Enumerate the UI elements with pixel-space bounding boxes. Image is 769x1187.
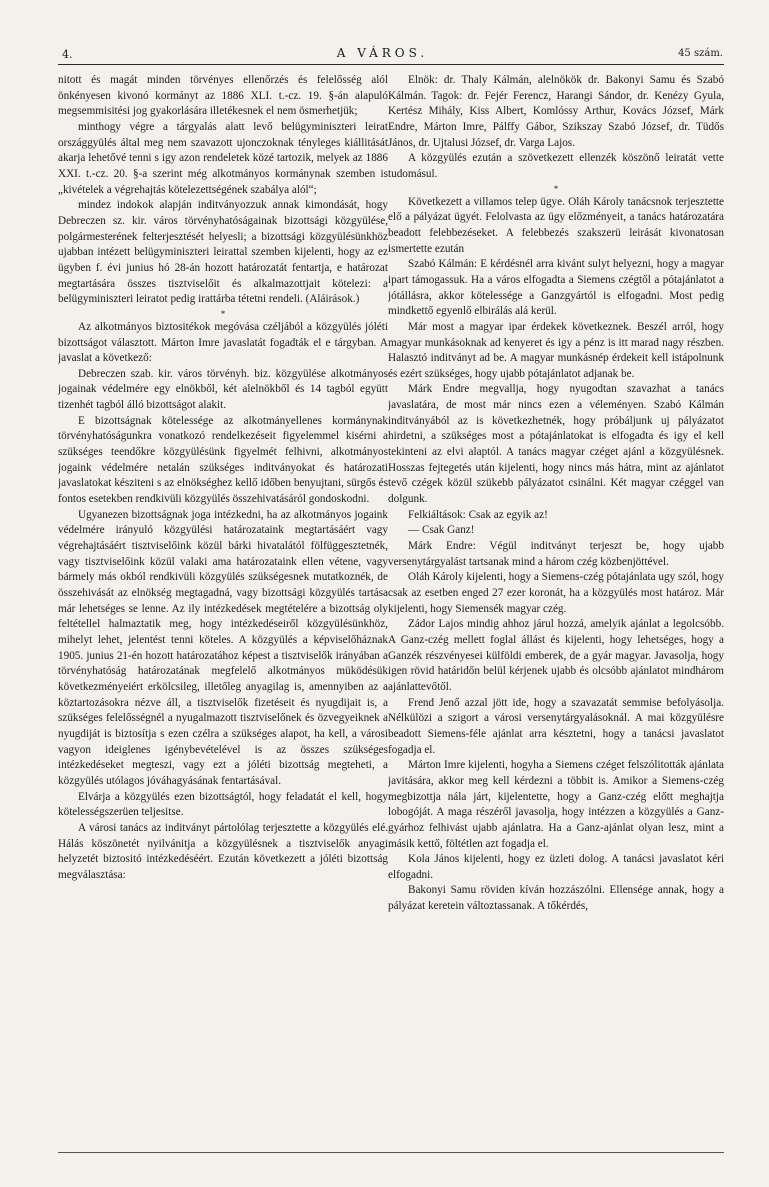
paragraph: minthogy végre a tárgyalás alatt levő belügyminiszteri leirat országgyülés által meg nem szavazott ujonczoknak tényleges kiállitását akarja lehetővé tenni s igy azon rendeletek közé tartozik, melyek az 1886 XXI. t.-cz. 20. §-a szerint még alkotmányos kormánynak szemben is „kivételek a végrehajtás kötelezettségének szabálya alól“; xyxy=(58,120,388,196)
paragraph: Debreczen szab. kir. város törvényh. biz. közgyülése alkotmányos jogainak védelmére egy elnökből, két alelnökből és 14 tagból együtt tizenhét tagból álló bizottságot alakit. xyxy=(58,367,388,412)
issue-number: 45 szám. xyxy=(678,48,723,59)
paragraph: Frend Jenő azzal jött ide, hogy a szavazatát semmise befolyásolja. Nélkülözi a szigort a városi versenytárgyalásoknál. A mai közgyülésre beadott Siemens-féle ajánlat arra késztetni, hogy a tanácsi javaslatot fogadja el. xyxy=(388,696,724,756)
paragraph: — Csak Ganz! xyxy=(408,524,475,537)
section-separator: * xyxy=(220,308,226,319)
paragraph: E bizottságnak kötelessége az alkotmányellenes kormánynak törvényhatóságunkra vonatkozó rendelkezéseit figyelemmel kisérni a szükséges teendőkre közgyülésünk figyelmét felhivni, alkotmányos jogaink védelmére netalán szükséges inditványokat és határozati javaslatokat késziteni s az elnökséghez kellő időben benyujtani, sürgős és fontos esetekben rendkivüli közgyülés összehivatásáról gondoskodni. xyxy=(58,414,388,506)
paragraph: nitott és magát minden törvényes ellenőrzés és felelősség alól önkényesen kivonó kormányt az 1886 XLI. t.-cz. 19. §-án alapuló megsemmisitési jog gyakorlására illetékesnek el nem ösmerhetjük; xyxy=(58,74,388,118)
paragraph: A városi tanács az inditványt pártolólag terjesztette a közgyülés elé. Hálás köszönetét nyilvánitja a közgyülésnek a tisztviselők anyagi helyzetét biztositó intézkedéséért. Ezután következett a jóléti bizottság megválasztása: xyxy=(58,821,388,881)
paragraph: Márk Endre: Végül inditványt terjeszt be, hogy ujabb versenytárgyalást tartsanak mind a három czég közbenjöttével. xyxy=(388,540,724,568)
paragraph: Zádor Lajos mindig ahhoz járul hozzá, amelyik ajánlat a legolcsóbb. A Ganz-czég mellett foglal állást és kijelenti, hogy lehetséges, hogy a Ganzék részvényesei külföldi emberek, de a gyár magyar. Javasolja, hogy igen rövid határidőn belül kérjenek ujabb és olcsóbb ajánlatot mindhárom ajánlattevőtől. xyxy=(388,618,724,693)
paragraph: Elnök: dr. Thaly Kálmán, alelnökök dr. Bakonyi Samu és Szabó Kálmán. Tagok: dr. Fejér Ferencz, Harangi Sándor, dr. Kenézy Gyula, Kertész Mihály, Kiss Albert, Komlóssy Arthur, Kovács József, Márk Endre, Márton Imre, Pálffy Gábor, Szikszay Szabó József, dr. Tüdős János, dr. Ujtalusi József, dr. Varga Lajos. xyxy=(388,74,724,149)
paragraph: Ugyanezen bizottságnak joga intézkedni, ha az alkotmányos jogaink védelmére irányuló közgyülési határozataink megtartásáért vagy végrehajtásáért tisztviselőink közül bárki hivatalától fölfüggesztetnék, vagy tisztviselőink közül valaki ama határozataink ellen vétene, vagy bármely más okból rendkivüli közgyülés szükségesnek mutatkoznék, de összehivását az elnökség megtagadná, vagy bizottsági közgyülés tartása már lehetséges se lenne. Az ily intézkedések megtételére a bizottság oly feltétellel halmaztatik meg, hogy intézkedéseiről közgyülésünkhöz, mihelyt lehet, jelentést tenni köteles. A közgyülés a képviselőháznak 1905. junius 21-én hozott határozatához képest a tisztviselők irányában a törvényhatóság határozatának megfelelő alkotmányos müködésük következményeiért erkölcsileg, illetőleg anyagilag is, amennyiben az a köztartozásokra nézve áll, a tisztviselők fizetéseit és nyugdijait is, a szükséges felelősségnél a nyugalmazott tisztviselőnek és özvegyeiknek a nyugdiját is biztosítja s ezen czélra a szükséges alapot, ha kell, a városi vagyon ideiglenes igénybevételével is az összes szükséges intézkedéseket megteszi, vagy ezt a jóléti bizottság megteheti, a közgyülés utólagos jóváhagyásának fentartásával. xyxy=(58,508,388,787)
journal-title: A VÁROS. xyxy=(336,46,429,60)
paragraph: Felkiáltások: Csak az egyik az! xyxy=(408,508,548,521)
paragraph: Bakonyi Samu röviden kíván hozzászólni. Ellensége annak, hogy a pályázat keretein változtassanak. A tőkérdés, xyxy=(388,884,724,913)
left-column xyxy=(58,73,388,1153)
header-rule xyxy=(58,64,724,65)
paragraph: Elvárja a közgyülés ezen bizottságtól, hogy feladatát el kell, hogy kötelességszerüen teljesitse. xyxy=(58,790,388,819)
page-header xyxy=(40,42,725,62)
paragraph: Következett a villamos telep ügye. Oláh Károly tanácsnok terjesztette elő a pályázat ügyét. Felolvasta az ügy előzményeit, a tanács határozatára beadott felebbezéseket. A felebbezés szakszerü leirását kivonatosan ismertette ezután xyxy=(388,195,724,255)
paragraph: Kola János kijelenti, hogy ez üzleti dolog. A tanácsi javaslatot kéri elfogadni. xyxy=(388,853,724,881)
paragraph: A közgyülés ezután a szövetkezett ellenzék köszönő leiratát vette tudomásul. xyxy=(388,152,724,180)
page-number: 4. xyxy=(62,48,73,61)
paragraph: Szabó Kálmán: E kérdésnél arra kivánt sulyt helyezni, hogy a magyar ipart támogassuk. Ha a város elfogadta a Siemens czégtől a pótajánlatot a jótállásra, akkor kötelessége a Ganzgyártól is elfogadni. Most pedig mindkettő egyenlő elbirálás alá kerül. xyxy=(388,258,724,318)
paragraph: mindez indokok alapján inditványozzuk annak kimondását, hogy Debreczen sz. kir. város törvényhatóságainak bizottsági közgyülése, polgármesterének felterjesztését helyesli; a bizottsági közgyülésünkhöz ujabban intézett belügyminiszteri leirattal szemben kijelenti, hogy az ez ügyben f. évi junius hó 28-án hozott határozatát fentartja, e határozat megtartására összes tisztviselőit és alkalmazottjait kötelezi: a belügyminiszteri leiratot pedig irattárba tétetni rendeli. (Aláirások.) xyxy=(58,199,388,306)
paragraph: Márk Endre megvallja, hogy nyugodtan szavazhat a tanács javaslatára, de most már nincs ezen a véleményen. Szabó Kálmán inditványából az is következhetnék, hogy próbáljunk uj pályázatot hirdetni, a szükséges most a pótajánlatokat is elfogadta és igy el kell tekinteni az elvi alaptól. A tanács magyar czéget ajánl a közgyülésnek. Hosszas fejtegetés után kijelenti, hogy nincs más hátra, mint az ajánlatot tevő czégek közül szükebb pályázatot csinálni. Két magyar czéggel van dolgunk. xyxy=(388,383,724,506)
paragraph: Már most a magyar ipar érdekek következnek. Beszél arról, hogy magyar munkásoknak ad kenyeret és igy a pénz is itt marad nagy részben. Halasztó inditványt ad be. A magyar munkásnép érdekeit kell istápolnunk és ezért szükséges, hogy ujabb pótajánlatot adjanak be. xyxy=(388,320,724,380)
paragraph: Márton Imre kijelenti, hogyha a Siemens czéget felszólitották ajánlata javitására, akkor meg kell kérdezni a többit is. Amikor a Siemens-czég megbizottja nála járt, kijelentette, hogy a Ganz-czég előtt meghajtja lobogóját. A maga részéről javasolja, hogy intézzen a közgyülés a Ganz-gyárhoz felhivást ujabb ajánlatra. Ha a Ganz-ajánlat olyan lesz, mint a másik kettő, föltétlen azt fogadja el. xyxy=(388,759,724,850)
paragraph: Oláh Károly kijelenti, hogy a Siemens-czég pótajánlata ugy szól, hogy csak az esetben enged 27 ezer koronát, ha a közgyülés most határoz. Már kijelenti, hogy Siemensék magyar czég. xyxy=(388,571,724,615)
paragraph: Az alkotmányos biztositékok megóvása czéljából a közgyülés jóléti bizottságot választott. Márton Imre javaslatát fogadták el e tárgyban. A javaslat a következő: xyxy=(58,320,388,365)
right-column xyxy=(388,73,724,1153)
section-separator: * xyxy=(553,183,559,194)
footer-rule xyxy=(58,1152,724,1153)
